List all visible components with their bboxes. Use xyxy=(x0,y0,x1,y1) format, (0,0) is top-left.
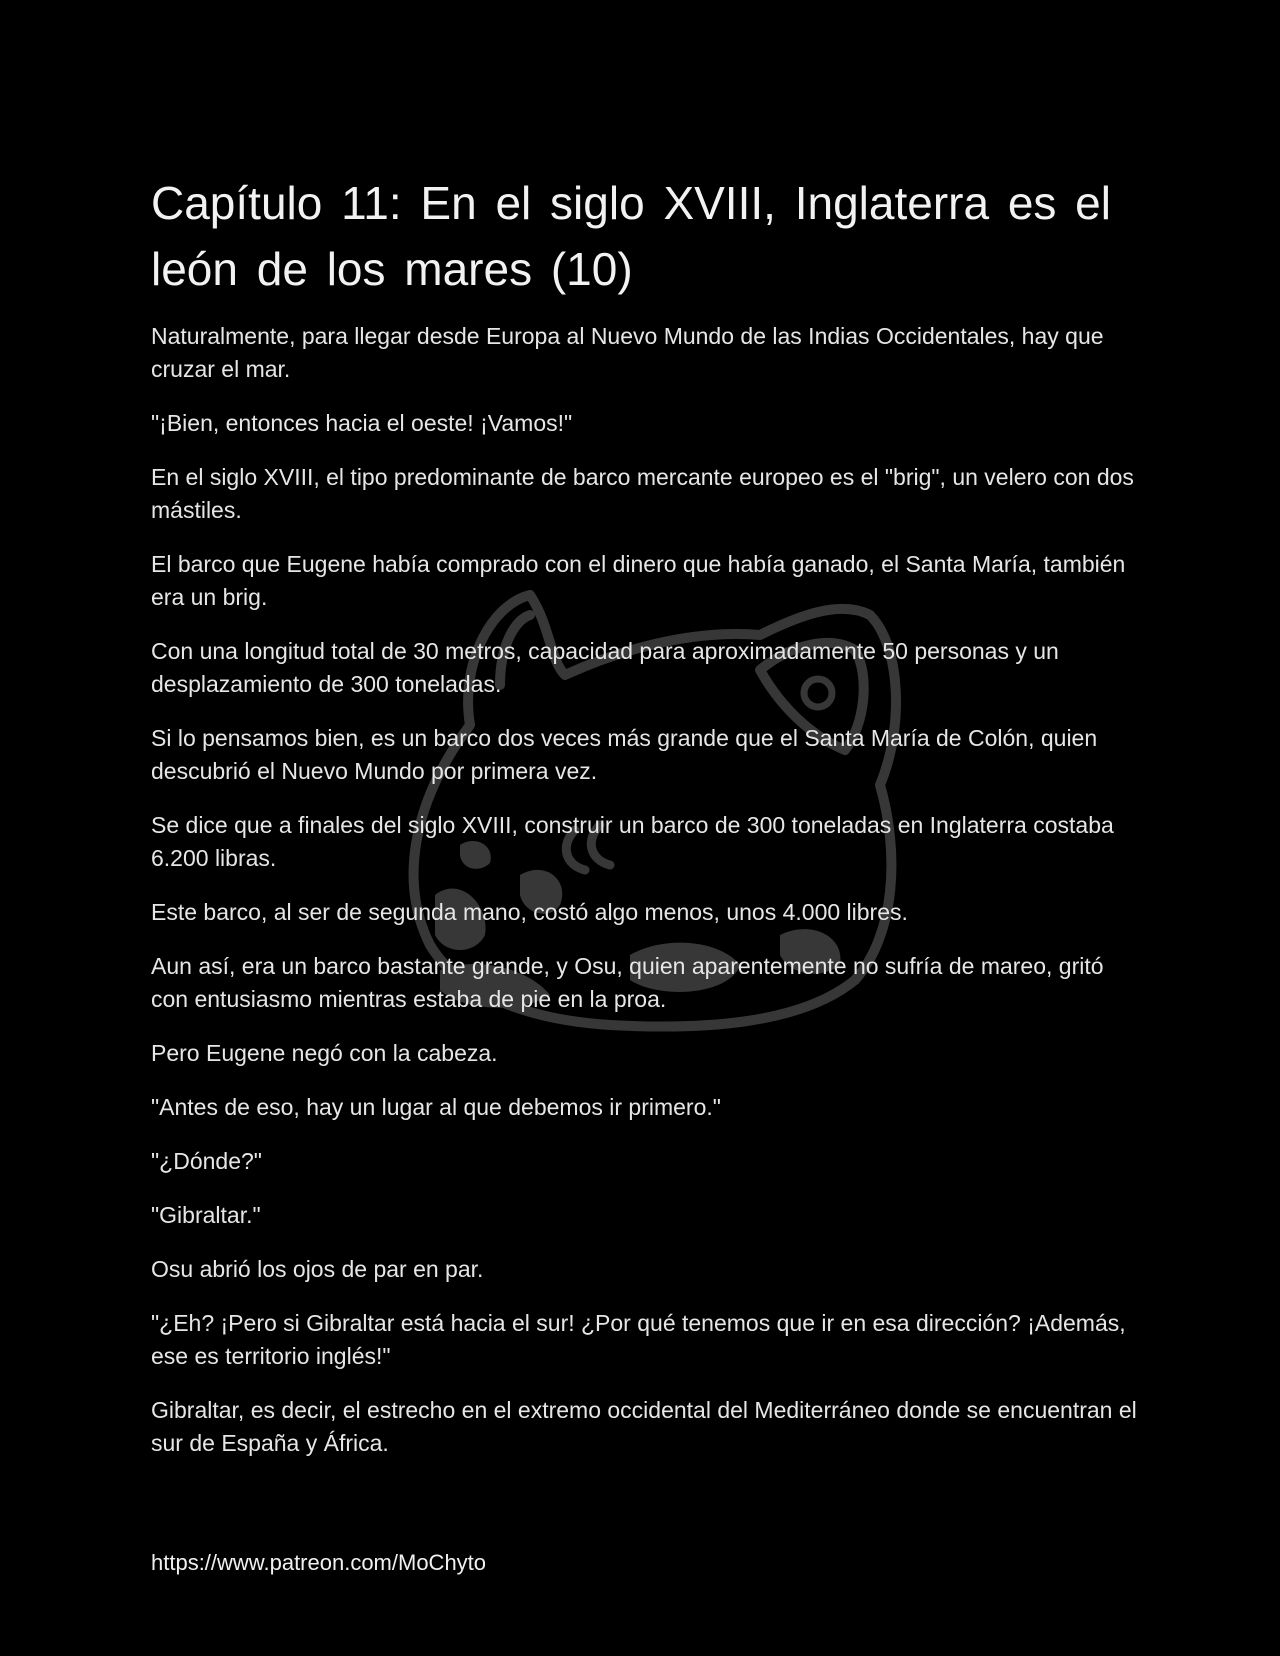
paragraph: Pero Eugene negó con la cabeza. xyxy=(151,1040,498,1066)
paragraph: Gibraltar, es decir, el estrecho en el extremo occidental del Mediterráneo donde se encuentran el sur de España y África. xyxy=(151,1397,1137,1456)
paragraph: El barco que Eugene había comprado con el dinero que había ganado, el Santa María, también era un brig. xyxy=(151,551,1126,610)
patreon-link[interactable]: https://www.patreon.com/MoChyto xyxy=(151,1550,487,1575)
paragraph: Se dice que a finales del siglo XVIII, construir un barco de 300 toneladas en Inglaterra costaba 6.200 libras. xyxy=(151,812,1114,871)
document-page xyxy=(151,170,1141,1481)
chapter-title: Capítulo 11: En el siglo XVIII, Inglaterra es el león de los mares (10) xyxy=(151,177,1111,295)
paragraph: Si lo pensamos bien, es un barco dos veces más grande que el Santa María de Colón, quien descubrió el Nuevo Mundo por primera vez. xyxy=(151,725,1098,784)
paragraph: "Antes de eso, hay un lugar al que debemos ir primero." xyxy=(151,1094,721,1120)
paragraph: En el siglo XVIII, el tipo predominante de barco mercante europeo es el "brig", un velero con dos mástiles. xyxy=(151,464,1134,523)
paragraph: "Gibraltar." xyxy=(151,1202,261,1228)
paragraph: "¿Eh? ¡Pero si Gibraltar está hacia el sur! ¿Por qué tenemos que ir en esa dirección? ¡Además, ese es territorio inglés!" xyxy=(151,1310,1126,1369)
paragraph: Naturalmente, para llegar desde Europa al Nuevo Mundo de las Indias Occidentales, hay que cruzar el mar. xyxy=(151,323,1104,382)
paragraph: Este barco, al ser de segunda mano, costó algo menos, unos 4.000 libres. xyxy=(151,899,908,925)
paragraph: Aun así, era un barco bastante grande, y Osu, quien aparentemente no sufría de mareo, gritó con entusiasmo mientras estaba de pie en la proa. xyxy=(151,953,1104,1012)
chapter-body xyxy=(151,320,1141,1460)
paragraph: "¡Bien, entonces hacia el oeste! ¡Vamos!" xyxy=(151,410,573,436)
paragraph: Osu abrió los ojos de par en par. xyxy=(151,1256,484,1282)
paragraph: "¿Dónde?" xyxy=(151,1148,262,1174)
paragraph: Con una longitud total de 30 metros, capacidad para aproximadamente 50 personas y un desplazamiento de 300 toneladas. xyxy=(151,638,1059,697)
